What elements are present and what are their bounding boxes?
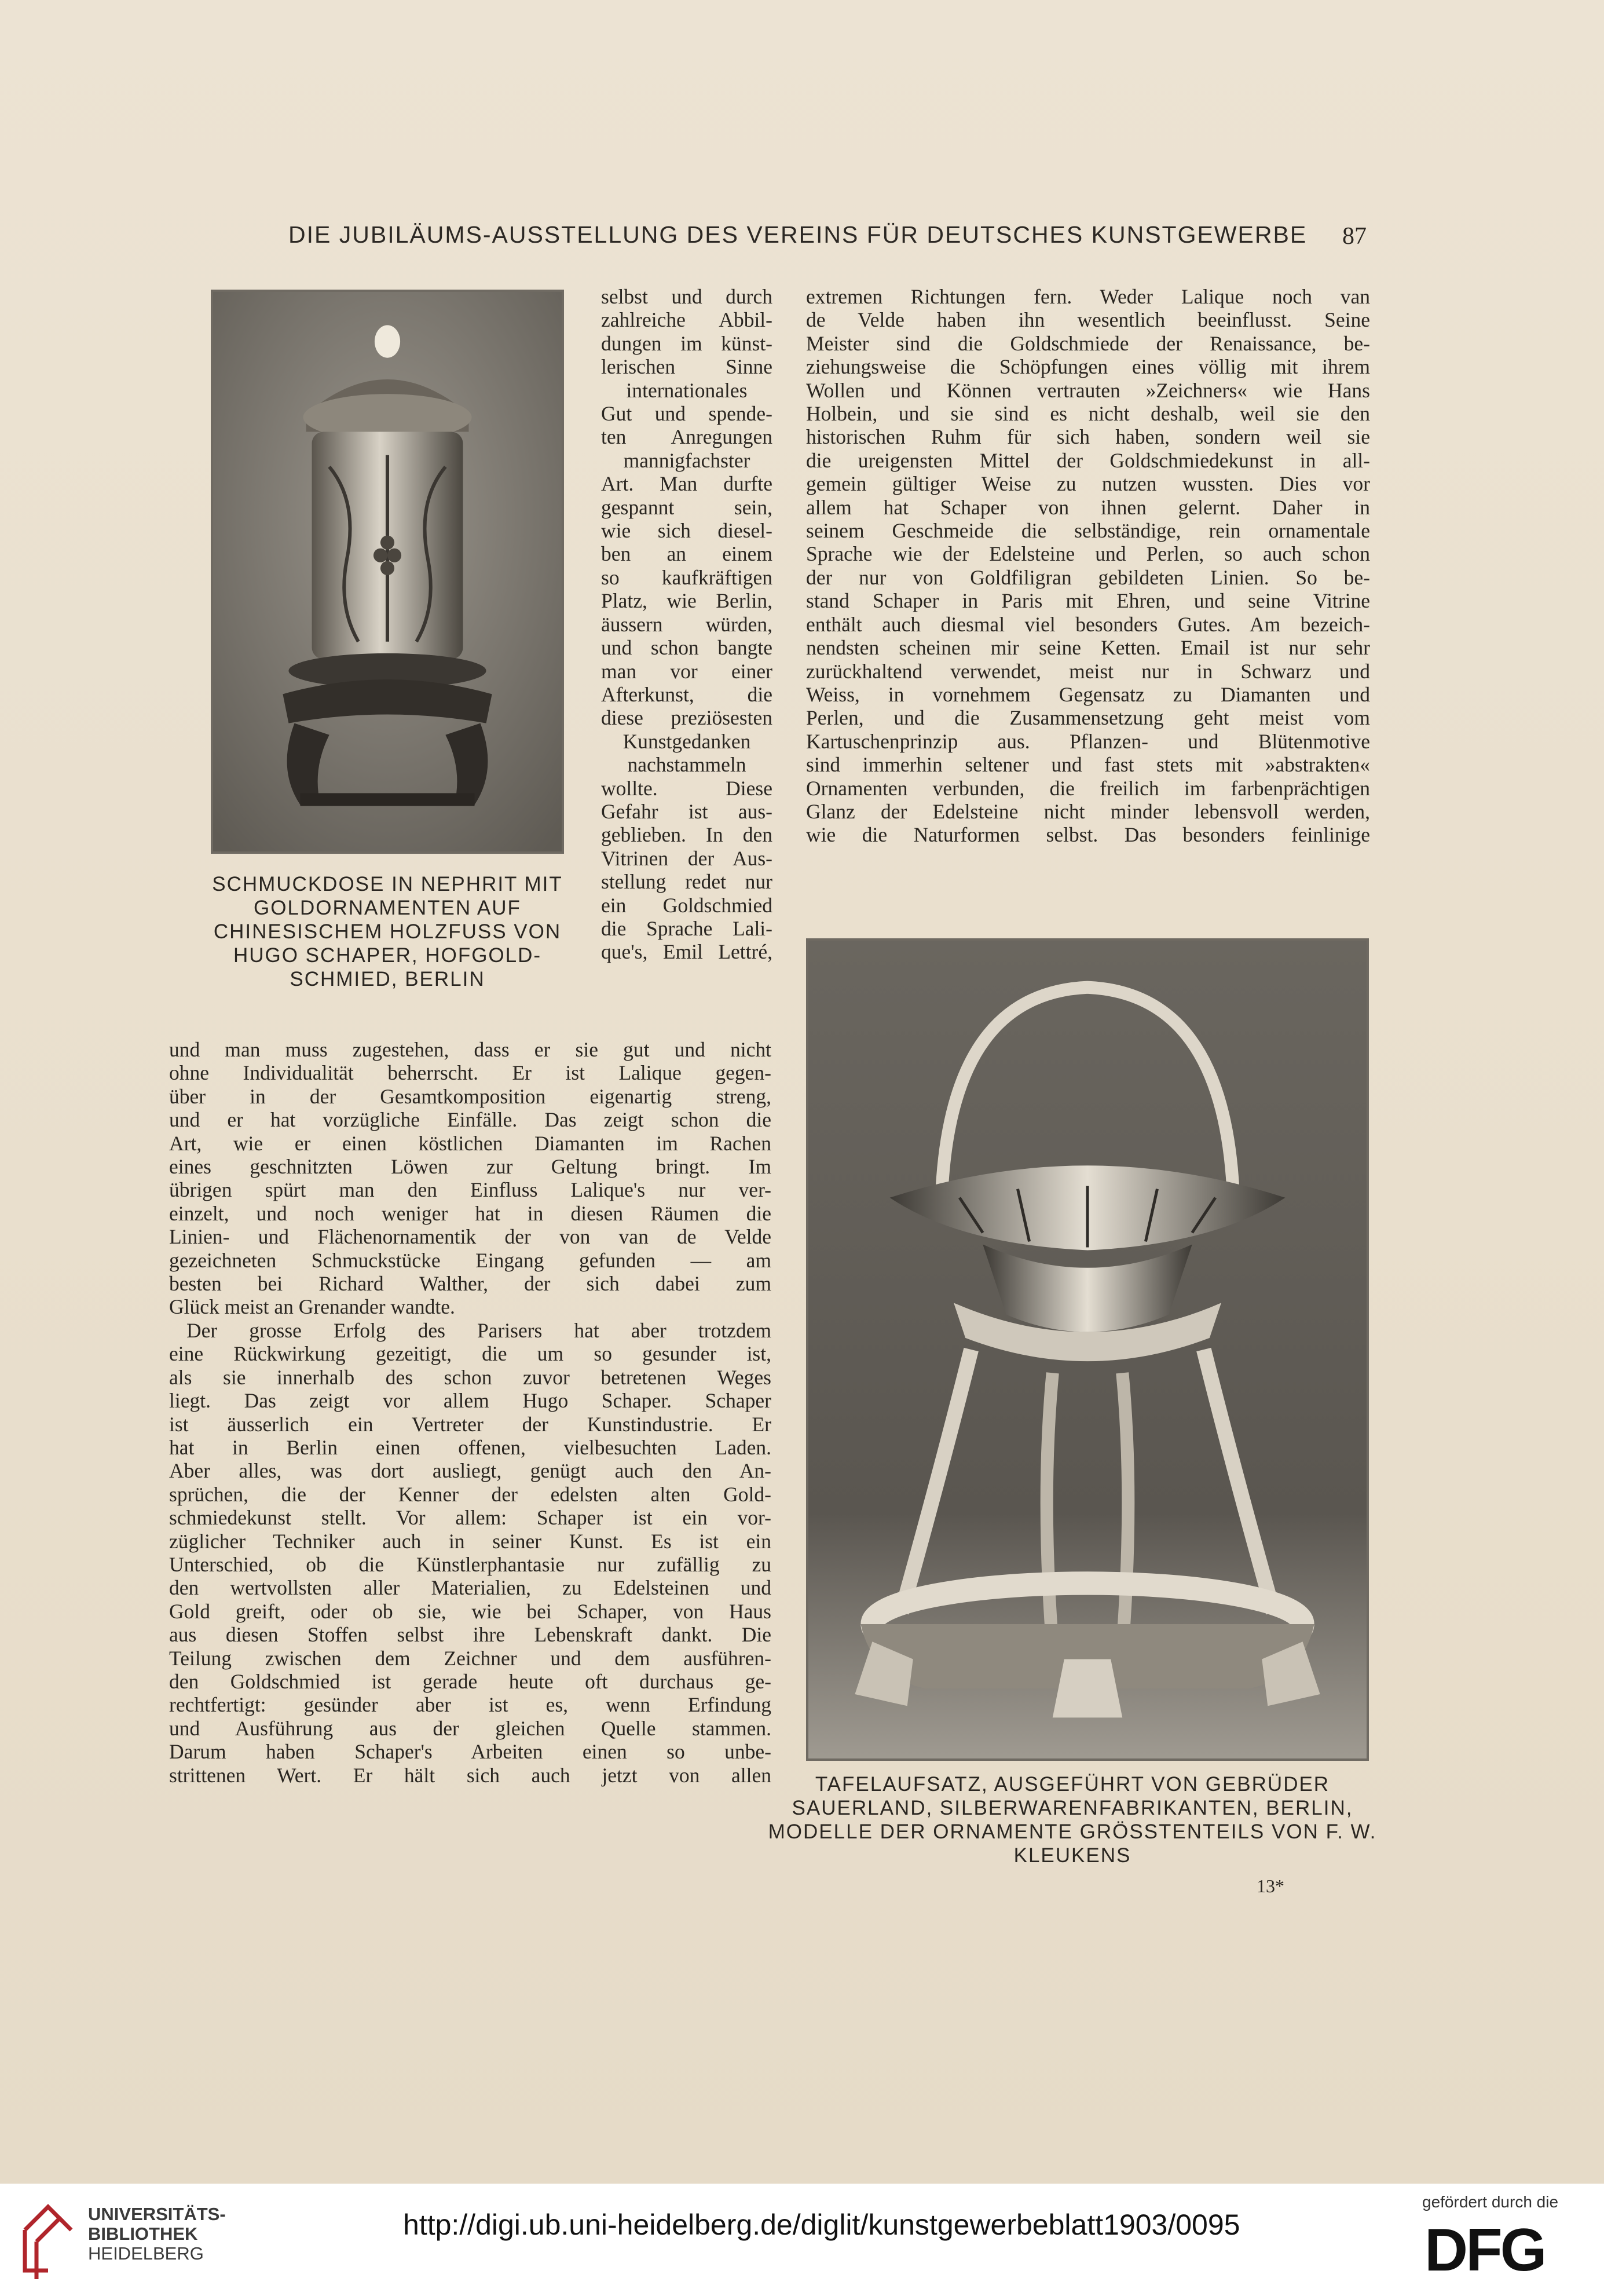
text-line: que's, Emil Lettré, <box>601 940 772 964</box>
text-line: diese preziösesten <box>601 706 772 730</box>
text-line: nendsten scheinen mir seine Ketten. Email ist nur sehr <box>806 636 1370 660</box>
text-line: ziehungsweise die Schöpfungen eines völlig mit ihrem <box>806 355 1370 379</box>
text-line: Glück meist an Grenander wandte. <box>169 1295 455 1319</box>
text-line: Ornamenten verbunden, die freilich im farbenprächtigen <box>806 776 1370 800</box>
text-line: Art. Man durfte <box>601 472 772 496</box>
text-line: und schon bangte <box>601 636 772 660</box>
text-line: Aber alles, was dort ausliegt, genügt auch den An- <box>169 1459 771 1483</box>
text-line: eines geschnitzten Löwen zur Geltung bringt. Im <box>169 1155 771 1179</box>
text-line: Linien- und Flächenornamentik der von van de Velde <box>169 1225 771 1249</box>
text-line: schmiedekunst stellt. Vor allem: Schaper ist ein vor- <box>169 1506 771 1530</box>
text-line: Holbein, und sie sind es nicht deshalb, weil sie den <box>806 402 1370 426</box>
library-line-1: UNIVERSITÄTS- <box>88 2204 226 2224</box>
text-line: ben an einem <box>601 542 772 566</box>
text-line: besten bei Richard Walther, der sich dabei zum <box>169 1272 771 1296</box>
text-line: Gefahr ist aus- <box>601 799 772 823</box>
text-line: de Velde haben ihn wesentlich beeinflusst. Seine <box>806 308 1370 332</box>
text-line: ten Anregungen <box>601 425 772 449</box>
text-line: eine Rückwirkung gezeitigt, die um so gesunder ist, <box>169 1342 771 1366</box>
text-line: Unterschied, ob die Künstlerphantasie nur zufällig zu <box>169 1552 771 1576</box>
text-line: zurückhaltend verwendet, meist nur in Schwarz und <box>806 659 1370 683</box>
text-line: enthält auch diesmal viel besonders Gutes. Am bezeich- <box>806 612 1370 636</box>
text-line: Teilung zwischen dem Zeichner und dem ausführen- <box>169 1646 771 1670</box>
figure2-caption: TAFELAUFSATZ, AUSGEFÜHRT VON GEBRÜDER SAUERLAND, SILBERWARENFABRIKANTEN, BERLIN, MODELLE DER ORNAMENTE GRÖSSTENTEILS VON F. W. KLEUKENS <box>768 1773 1377 1867</box>
text-line: Meister sind die Goldschmiede der Renaissance, be- <box>806 331 1370 355</box>
text-line: ist äusserlich ein Vertreter der Kunstindustrie. Er <box>169 1412 771 1436</box>
text-line: über in der Gesamtkomposition eigenartig streng, <box>169 1084 771 1108</box>
text-line: als sie innerhalb des schon zuvor betretenen Weges <box>169 1365 771 1389</box>
text-line: man vor einer <box>601 659 772 683</box>
dfg-logo: DFG <box>1424 2217 1545 2284</box>
text-line: sprüchen, die der Kenner der edelsten alten Gold- <box>169 1482 771 1506</box>
text-line: Vitrinen der Aus- <box>601 846 772 870</box>
text-line: äussern würden, <box>601 612 772 636</box>
text-line: allem hat Schaper von ihnen gelernt. Daher in <box>806 495 1370 519</box>
text-line: historischen Ruhm für sich haben, sondern weil sie <box>806 425 1370 449</box>
text-line: internationales <box>626 378 748 402</box>
running-title: DIE JUBILÄUMS-AUSSTELLUNG DES VEREINS FÜR DEUTSCHES KUNSTGEWERBE <box>288 221 1308 248</box>
text-line: Kartuschenprinzip aus. Pflanzen- und Blütenmotive <box>806 729 1370 753</box>
text-line: mannigfachster <box>623 448 750 472</box>
text-line: der nur von Goldfiligran gebildeten Linien. So be- <box>806 565 1370 589</box>
text-line: den Goldschmied ist gerade heute oft durchaus ge- <box>169 1669 771 1693</box>
text-line: dungen im künst- <box>601 331 772 355</box>
text-line: Wollen und Können vertrauten »Zeichners« wie Hans <box>806 378 1370 402</box>
text-line: zahlreiche Abbil- <box>601 308 772 332</box>
text-line: die ureigensten Mittel der Goldschmiedekunst in all- <box>806 448 1370 472</box>
text-line: selbst und durch <box>601 285 772 308</box>
text-line: liegt. Das zeigt vor allem Hugo Schaper. Schaper <box>169 1389 771 1413</box>
right-column <box>806 285 1370 847</box>
text-line: und er hat vorzügliche Einfälle. Das zeigt schon die <box>169 1108 771 1132</box>
signature-mark: 13* <box>1257 1875 1284 1896</box>
text-line: wie die Naturformen selbst. Das besonders feinlinige <box>806 823 1370 847</box>
narrow-column <box>601 285 772 964</box>
text-line: Afterkunst, die <box>601 682 772 706</box>
text-line: lerischen Sinne <box>601 355 772 379</box>
text-line: so kaufkräftigen <box>601 565 772 589</box>
text-line: nachstammeln <box>627 753 746 777</box>
text-line: die Sprache Lali- <box>601 916 772 940</box>
jewel-box-illustration <box>213 292 562 851</box>
funded-by-label: gefördert durch die <box>1422 2193 1559 2211</box>
text-line: aus diesen Stoffen selbst ihre Lebenskraft dankt. Die <box>169 1623 771 1647</box>
text-line: züglicher Techniker auch in seiner Kunst. Es ist ein <box>169 1529 771 1553</box>
text-line: seinem Geschmeide die selbständige, rein ornamentale <box>806 519 1370 543</box>
text-line: gezeichneten Schmuckstücke Eingang gefunden — am <box>169 1248 771 1272</box>
text-line: geblieben. In den <box>601 823 772 847</box>
figure-jewel-box-photo <box>211 290 564 854</box>
text-line: gemein gültiger Weise zu nutzen wussten. Dies vor <box>806 472 1370 496</box>
text-line: wie sich diesel- <box>601 519 772 543</box>
figure-table-centerpiece-photo <box>806 938 1369 1761</box>
text-line: Glanz der Edelsteine nicht minder lebensvoll werden, <box>806 799 1370 823</box>
text-line: Darum haben Schaper's Arbeiten einen so unbe- <box>169 1740 771 1764</box>
text-line: Gut und spende- <box>601 402 772 426</box>
text-line: ohne Individualität beherrscht. Er ist Lalique gegen- <box>169 1061 771 1085</box>
text-line: Platz, wie Berlin, <box>601 589 772 613</box>
text-line: Perlen, und die Zusammensetzung geht meist vom <box>806 706 1370 730</box>
text-line: Art, wie er einen köstlichen Diamanten im Rachen <box>169 1131 771 1155</box>
text-line: sind immerhin seltener und fast stets mit »abstrakten« <box>806 753 1370 777</box>
centerpiece-illustration <box>808 941 1367 1758</box>
page-number: 87 <box>1342 223 1367 250</box>
text-line: den wertvollsten aller Materialien, zu Edelsteinen und <box>169 1576 771 1600</box>
permalink-url[interactable]: http://digi.ub.uni-heidelberg.de/diglit/kunstgewerbeblatt1903/0095 <box>403 2209 1240 2241</box>
text-line: und man muss zugestehen, dass er sie gut und nicht <box>169 1038 771 1061</box>
text-line: Kunstgedanken <box>622 729 751 753</box>
text-line: extremen Richtungen fern. Weder Lalique noch van <box>806 285 1370 308</box>
text-line: übrigen spürt man den Einfluss Lalique's nur ver- <box>169 1178 771 1202</box>
university-library-logo-icon <box>16 2195 80 2282</box>
text-line: rechtfertigt: gesünder aber ist es, wenn Erfindung <box>169 1693 771 1717</box>
figure1-caption: SCHMUCKDOSE IN NEPHRIT MIT GOLDORNAMENTEN AUF CHINESISCHEM HOLZFUSS VON HUGO SCHAPER, HOFGOLD-SCHMIED, BERLIN <box>212 873 563 990</box>
library-line-3: HEIDELBERG <box>88 2243 204 2264</box>
text-line: und Ausführung aus der gleichen Quelle stammen. <box>169 1716 771 1740</box>
text-line: gespannt sein, <box>601 495 772 519</box>
text-line: Der grosse Erfolg des Parisers hat aber trotzdem <box>186 1318 771 1342</box>
text-line: hat in Berlin einen offenen, vielbesuchten Laden. <box>169 1435 771 1459</box>
text-line: wollte. Diese <box>601 776 772 800</box>
text-line: Weiss, in vornehmem Gegensatz zu Diamanten und <box>806 682 1370 706</box>
text-line: einzelt, und noch weniger hat in diesen Räumen die <box>169 1201 771 1225</box>
left-column <box>169 1038 771 1787</box>
text-line: Sprache wie der Edelsteine und Perlen, so auch schon <box>806 542 1370 566</box>
library-line-2: BIBLIOTHEK <box>88 2224 198 2244</box>
library-name <box>88 2204 226 2264</box>
text-line: stand Schaper in Paris mit Ehren, und seine Vitrine <box>806 589 1370 613</box>
text-line: ein Goldschmied <box>601 893 772 917</box>
text-line: Gold greift, oder ob sie, wie bei Schaper, von Haus <box>169 1599 771 1623</box>
text-line: stellung redet nur <box>601 870 772 894</box>
text-line: strittenen Wert. Er hält sich auch jetzt von allen <box>169 1763 771 1787</box>
